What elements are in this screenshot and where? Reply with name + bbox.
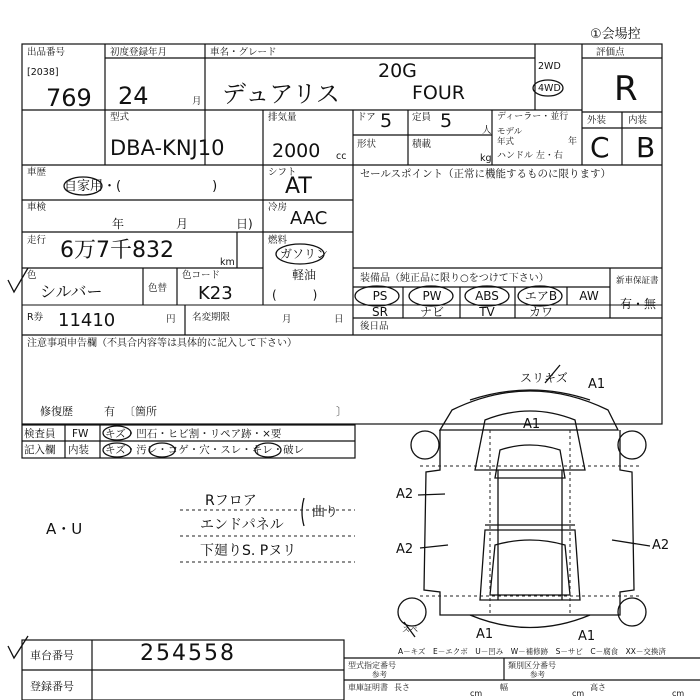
- load-unit: kg: [480, 153, 492, 164]
- equipment-pw: PW: [422, 289, 442, 303]
- header-copy-label: ①会場控: [590, 27, 641, 42]
- equipment-label: 装備品（純正品に限り○をつけて下さい）: [360, 273, 549, 284]
- length-unit: cm: [470, 689, 483, 698]
- warranty-value: 有・無: [620, 297, 657, 311]
- fuel-other: ( ): [272, 288, 318, 302]
- recycle-unit: 円: [166, 314, 176, 325]
- grade-value: R: [614, 69, 638, 109]
- notes-label: 注意事項申告欄（不具合内容等は具体的に記入して下さい）: [27, 338, 297, 349]
- inspection-year: 年: [112, 217, 125, 231]
- diagram-mark-right: A2: [652, 538, 670, 553]
- color-code-value: K23: [198, 283, 233, 304]
- inspector-interior-items: キズ・汚レ・コゲ・穴・スレ・キレ・破レ: [105, 444, 305, 456]
- width-label: 幅: [500, 683, 508, 692]
- grade-label: 評価点: [596, 47, 625, 58]
- diagram-mark-rear-left: A1: [476, 627, 494, 642]
- chassis-value: 254558: [140, 641, 236, 666]
- equipment-sr: SR: [372, 305, 388, 319]
- inspector-label: 検査員: [24, 428, 56, 440]
- color-change-label: 色替: [148, 283, 168, 294]
- inspection-label: 車検: [27, 202, 47, 213]
- doors-label: ドア: [357, 112, 376, 123]
- shift-label: シフト: [268, 167, 297, 178]
- equipment-aw: AW: [579, 289, 599, 303]
- handle-label: ハンドル 左・右: [497, 151, 563, 161]
- drive-4wd: 4WD: [538, 83, 561, 94]
- color-code-label: 色コード: [182, 270, 221, 281]
- capacity-value: 5: [440, 110, 453, 132]
- shape-label: 形状: [357, 139, 377, 150]
- equipment-leather: カワ: [528, 305, 553, 319]
- repair-history-yes: 有: [104, 405, 115, 418]
- capacity-label: 定員: [412, 112, 432, 123]
- diagram-mark-left-rear: A2: [396, 542, 414, 557]
- type-designation-sub: 参考: [372, 670, 387, 679]
- doors-value: 5: [380, 110, 393, 132]
- displacement-unit: cc: [336, 151, 347, 162]
- name-change-day: 日: [334, 314, 344, 325]
- car-name-label: 車名・グレード: [210, 47, 277, 58]
- load-label: 積載: [412, 139, 432, 150]
- shift-value: AT: [285, 174, 312, 199]
- repair-location-close: 〕: [336, 405, 347, 418]
- drive-2wd: 2WD: [538, 61, 561, 72]
- fuel-gasoline: ガソリン: [280, 247, 329, 261]
- mileage-label: 走行: [27, 235, 47, 246]
- ac-value: AAC: [290, 208, 328, 229]
- recycle-label: R券: [27, 312, 44, 323]
- first-reg-month-unit: 月: [192, 96, 202, 107]
- later-items-label: 後日品: [360, 321, 389, 332]
- car-grade-a: 20G: [378, 60, 417, 82]
- capacity-unit: 人: [482, 125, 492, 136]
- diagram-mark-left-front: A2: [396, 487, 414, 502]
- equipment-tv: TV: [479, 305, 495, 319]
- mileage-value: 6万7千832: [60, 238, 174, 263]
- remarks-line2b: 曲り: [312, 505, 339, 520]
- recycle-value: 11410: [58, 310, 116, 331]
- first-reg-label: 初度登録年月: [110, 47, 168, 58]
- height-unit: cm: [672, 689, 685, 698]
- name-change-label: 名変期限: [192, 312, 231, 323]
- fuel-diesel: 軽油: [292, 268, 317, 282]
- inspection-day: 日): [236, 217, 253, 231]
- inspector-fw-items: キズ・凹石・ヒビ割・リペア跡・×要: [105, 428, 282, 440]
- name-change-month: 月: [282, 314, 292, 325]
- year-label: 年式: [497, 137, 515, 147]
- year-unit: 年: [568, 137, 578, 147]
- diagram-mark-scratch: スリキズ: [520, 371, 568, 385]
- car-grade-b: FOUR: [412, 82, 465, 104]
- remarks-left: A・U: [46, 520, 83, 538]
- diagram-mark-roof: A1: [588, 377, 606, 392]
- diagram-mark-hood: A1: [523, 417, 541, 432]
- fuel-label: 燃料: [268, 235, 288, 246]
- model-value: DBA-KNJ10: [110, 136, 225, 160]
- chassis-label: 車台番号: [30, 649, 74, 662]
- equipment-ps: PS: [372, 289, 388, 303]
- garage-cert-label: 車庫証明書: [348, 683, 388, 692]
- lot-number-value: 769: [46, 84, 92, 112]
- warranty-label: 新車保証書: [616, 276, 659, 286]
- class-number-label: 類別区分番号: [508, 661, 556, 670]
- inspector-interior-label: 内装: [68, 444, 89, 456]
- class-number-sub: 参考: [530, 670, 545, 679]
- first-reg-year: 24: [118, 82, 149, 110]
- displacement-label: 排気量: [268, 112, 297, 123]
- mileage-unit: km: [220, 257, 235, 268]
- model-label: 型式: [110, 112, 130, 123]
- ac-label: 冷房: [268, 202, 288, 213]
- equipment-navi: ナビ: [419, 305, 444, 319]
- equipment-abs: ABS: [475, 289, 499, 303]
- diagram-mark-rear-right: A1: [578, 629, 596, 644]
- diagram-mark-spare: スペ: [402, 625, 418, 634]
- exterior-value: C: [590, 131, 610, 164]
- color-label: 色: [27, 270, 37, 281]
- inspector-fw-label: FW: [72, 428, 89, 440]
- exterior-label: 外装: [587, 115, 607, 126]
- height-label: 高さ: [590, 683, 606, 692]
- registration-label: 登録番号: [30, 680, 74, 693]
- remarks-line2: エンドパネル: [200, 517, 284, 533]
- interior-label: 内装: [628, 115, 648, 126]
- width-unit: cm: [572, 689, 585, 698]
- sales-point-label: セールスポイント（正常に機能するものに限ります）: [360, 168, 612, 180]
- repair-history-label: 修復歴: [40, 405, 73, 418]
- displacement-value: 2000: [272, 140, 321, 162]
- dealer-label: ディーラー・並行: [497, 112, 569, 122]
- lot-number-sub: [2038]: [27, 67, 59, 78]
- length-label: 長さ: [394, 683, 410, 692]
- type-designation-label: 型式指定番号: [348, 661, 396, 670]
- remarks-line1: Rフロア: [205, 493, 257, 509]
- inspection-month: 月: [176, 217, 189, 231]
- equipment-airbag: エアB: [524, 289, 558, 303]
- remarks-line3: 下廻りS. Pヌリ: [200, 543, 297, 559]
- inspector-entry-label: 記入欄: [24, 444, 56, 456]
- color-value: シルバー: [40, 282, 103, 301]
- history-options: 自家用・( ): [64, 179, 218, 194]
- lot-number-label: 出品番号: [27, 47, 66, 58]
- history-label: 車歴: [27, 167, 47, 178]
- model-year-label: モデル: [497, 127, 523, 137]
- car-name-value: デュアリス: [222, 80, 340, 108]
- interior-value: B: [636, 131, 656, 164]
- diagram-legend: A－キズ E－エクボ U－凹み W－補修跡 S－サビ C－腐食 XX－交換済: [398, 647, 666, 656]
- repair-location-label: 〔箇所: [124, 405, 157, 418]
